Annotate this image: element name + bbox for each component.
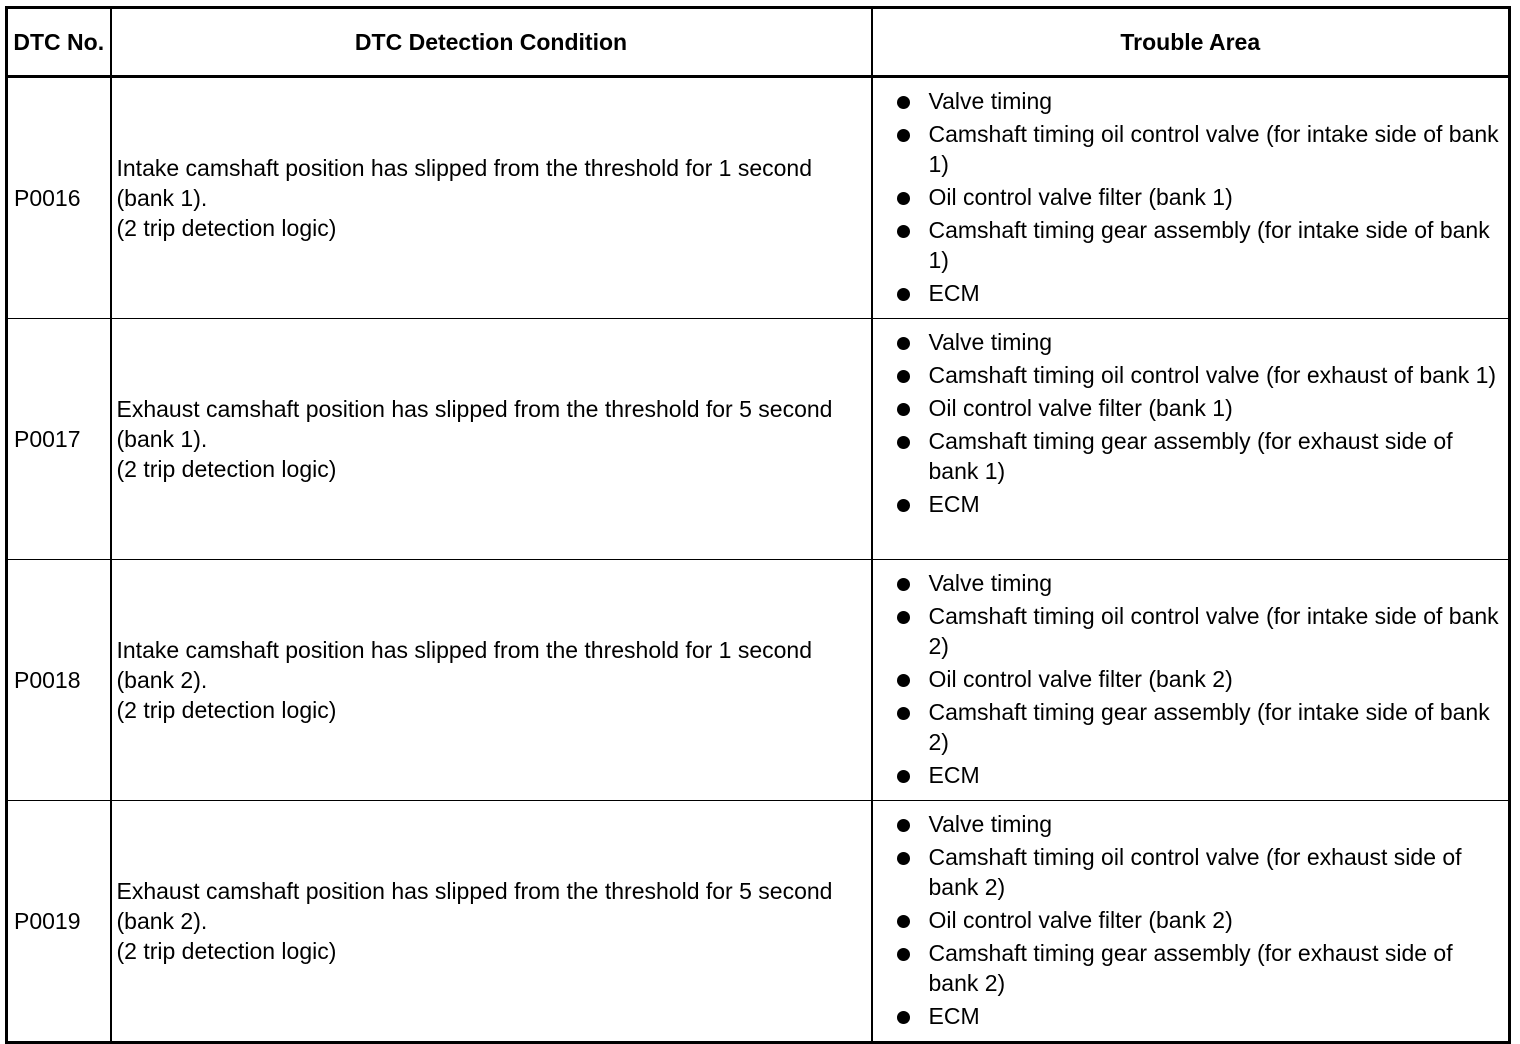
bullet-icon (897, 96, 910, 109)
list-item (895, 86, 1503, 116)
bullet-icon (897, 192, 910, 205)
list-item (895, 938, 1503, 998)
bullet-icon (897, 1011, 910, 1024)
bullet-icon (897, 225, 910, 238)
list-item (895, 1001, 1503, 1031)
list-item-label: Valve timing (928, 329, 1053, 355)
trouble-area (872, 319, 1510, 560)
bullet-icon (897, 770, 910, 783)
condition-text: Exhaust camshaft position has slipped from the threshold for 5 second (bank 2). (116, 878, 833, 934)
list-item-label: ECM (928, 280, 980, 306)
trouble-area-list (895, 568, 1503, 790)
table-row (7, 77, 1510, 319)
list-item-label: Oil control valve filter (bank 2) (928, 666, 1233, 692)
bullet-icon (897, 852, 910, 865)
detection-condition (111, 319, 872, 560)
bullet-icon (897, 948, 910, 961)
trouble-area-list (895, 327, 1503, 519)
list-item-label: Camshaft timing gear assembly (for exhaust side of bank 1) (928, 428, 1453, 484)
dtc-code: P0019 (7, 801, 111, 1043)
list-item-label: ECM (928, 762, 980, 788)
bullet-icon (897, 578, 910, 591)
header-dtc-no: DTC No. (7, 8, 111, 77)
list-item (895, 760, 1503, 790)
table-row (7, 560, 1510, 801)
table-row (7, 801, 1510, 1043)
bullet-icon (897, 611, 910, 624)
list-item-label: Camshaft timing oil control valve (for intake side of bank 1) (928, 121, 1499, 177)
condition-logic: (2 trip detection logic) (116, 938, 337, 964)
list-item-label: Camshaft timing gear assembly (for intake side of bank 1) (928, 217, 1490, 273)
list-item-label: Camshaft timing oil control valve (for intake side of bank 2) (928, 603, 1499, 659)
header-trouble-area: Trouble Area (872, 8, 1510, 77)
list-item-label: Camshaft timing gear assembly (for exhaust side of bank 2) (928, 940, 1453, 996)
condition-text: Intake camshaft position has slipped from the threshold for 1 second (bank 1). (116, 155, 813, 211)
detection-condition (111, 77, 872, 319)
bullet-icon (897, 436, 910, 449)
trouble-area-list (895, 86, 1503, 308)
list-item (895, 664, 1503, 694)
bullet-icon (897, 707, 910, 720)
trouble-area (872, 801, 1510, 1043)
trouble-area (872, 77, 1510, 319)
list-item (895, 360, 1503, 390)
list-item-label: Valve timing (928, 570, 1053, 596)
list-item (895, 215, 1503, 275)
list-item (895, 568, 1503, 598)
list-item-label: ECM (928, 1003, 980, 1029)
condition-logic: (2 trip detection logic) (116, 456, 337, 482)
trouble-area-list (895, 809, 1503, 1031)
bullet-icon (897, 403, 910, 416)
bullet-icon (897, 499, 910, 512)
list-item (895, 393, 1503, 423)
table-row (7, 319, 1510, 560)
condition-logic: (2 trip detection logic) (116, 697, 337, 723)
list-item (895, 905, 1503, 935)
condition-logic: (2 trip detection logic) (116, 215, 337, 241)
bullet-icon (897, 129, 910, 142)
condition-text: Exhaust camshaft position has slipped from the threshold for 5 second (bank 1). (116, 396, 833, 452)
dtc-code: P0016 (7, 77, 111, 319)
list-item (895, 601, 1503, 661)
list-item (895, 809, 1503, 839)
header-detection-condition: DTC Detection Condition (111, 8, 872, 77)
list-item (895, 426, 1503, 486)
list-item-label: Camshaft timing oil control valve (for exhaust side of bank 2) (928, 844, 1462, 900)
detection-condition (111, 801, 872, 1043)
list-item-label: Oil control valve filter (bank 1) (928, 184, 1233, 210)
condition-text: Intake camshaft position has slipped from the threshold for 1 second (bank 2). (116, 637, 813, 693)
list-item (895, 278, 1503, 308)
list-item-label: Oil control valve filter (bank 1) (928, 395, 1233, 421)
list-item-label: Valve timing (928, 88, 1053, 114)
bullet-icon (897, 674, 910, 687)
list-item (895, 119, 1503, 179)
bullet-icon (897, 370, 910, 383)
list-item (895, 489, 1503, 519)
list-item (895, 182, 1503, 212)
header-row (7, 8, 1510, 77)
trouble-area (872, 560, 1510, 801)
bullet-icon (897, 819, 910, 832)
list-item-label: ECM (928, 491, 980, 517)
dtc-code: P0017 (7, 319, 111, 560)
detection-condition (111, 560, 872, 801)
bullet-icon (897, 288, 910, 301)
list-item (895, 697, 1503, 757)
list-item-label: Valve timing (928, 811, 1053, 837)
dtc-code: P0018 (7, 560, 111, 801)
bullet-icon (897, 915, 910, 928)
bullet-icon (897, 337, 910, 350)
list-item-label: Oil control valve filter (bank 2) (928, 907, 1233, 933)
list-item-label: Camshaft timing oil control valve (for exhaust of bank 1) (928, 362, 1497, 388)
list-item (895, 842, 1503, 902)
list-item (895, 327, 1503, 357)
dtc-table (5, 6, 1511, 1044)
list-item-label: Camshaft timing gear assembly (for intake side of bank 2) (928, 699, 1490, 755)
